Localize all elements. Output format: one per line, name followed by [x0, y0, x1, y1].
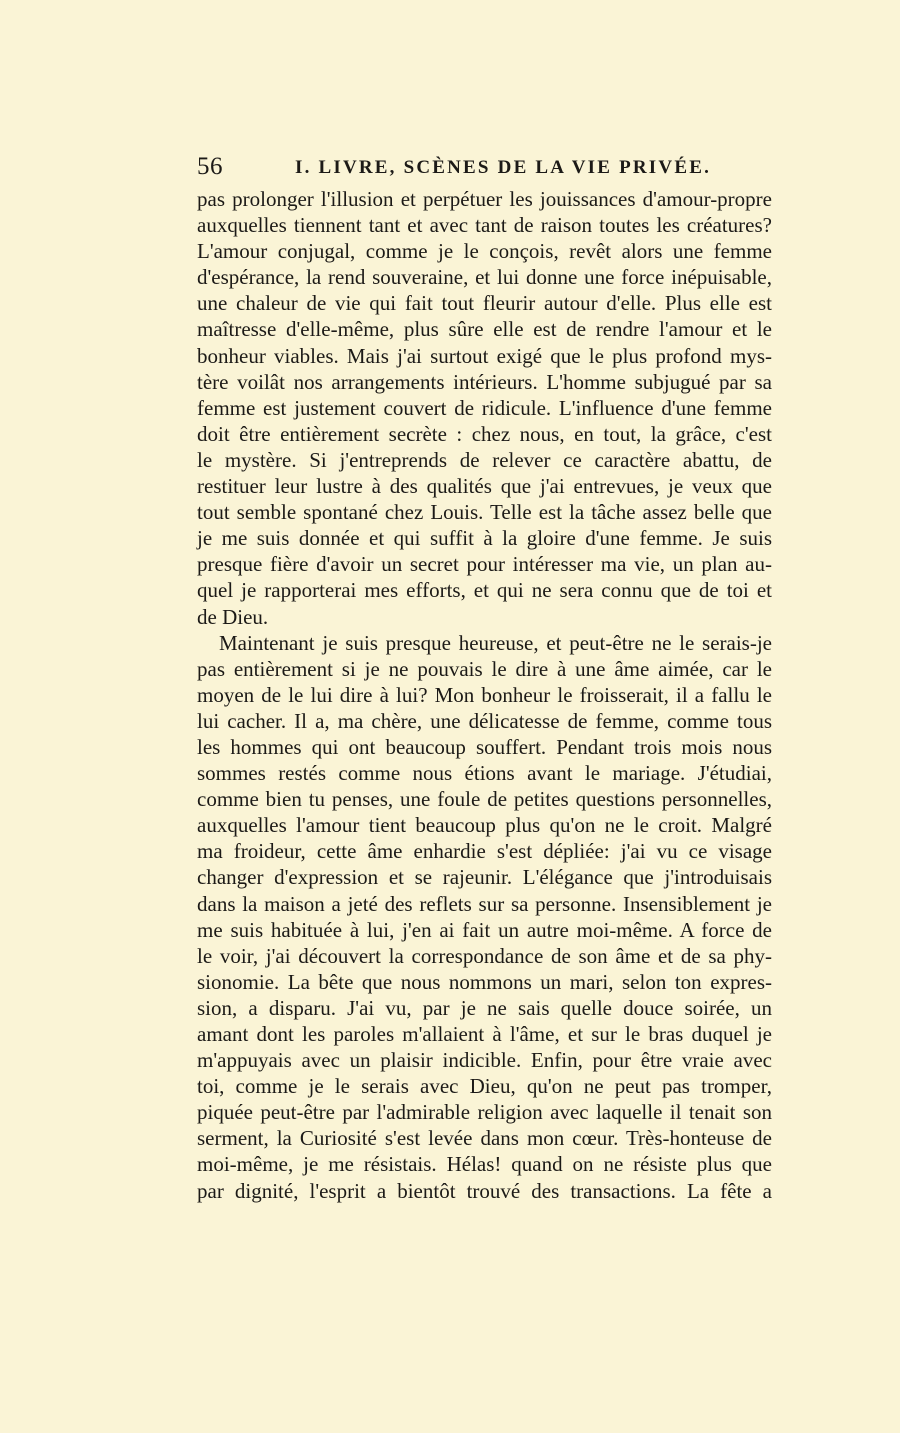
- body-text: [197, 186, 772, 1204]
- text-line: m'appuyais avec un plaisir indicible. Enfin, pour être vraie avec: [197, 1048, 772, 1073]
- paragraph-2: [197, 630, 772, 1204]
- text-line: tère voilât nos arrangements intérieurs. L'homme subjugué par sa: [197, 369, 772, 394]
- text-line: me suis habituée à lui, j'en ai fait un autre moi-même. A force de: [197, 917, 772, 942]
- text-line: restituer leur lustre à des qualités que j'ai entrevues, je veux que: [197, 474, 772, 499]
- text-line: doit être entièrement secrète : chez nous, en tout, la grâce, c'est: [197, 421, 772, 446]
- text-line: L'amour conjugal, comme je le conçois, revêt alors une femme: [197, 239, 772, 264]
- text-line: piquée peut-être par l'admirable religion avec laquelle il tenait son: [197, 1100, 772, 1125]
- text-line: lui cacher. Il a, ma chère, une délicatesse de femme, comme tous: [197, 708, 772, 733]
- text-line: sommes restés comme nous étions avant le mariage. J'étudiai,: [197, 761, 772, 786]
- text-line: bonheur viables. Mais j'ai surtout exigé que le plus profond mys-: [197, 343, 772, 368]
- page-number: 56: [197, 153, 223, 180]
- text-line: toi, comme je le serais avec Dieu, qu'on ne peut pas tromper,: [197, 1074, 772, 1099]
- text-line: changer d'expression et se rajeunir. L'élégance que j'introduisais: [197, 865, 772, 890]
- text-line: amant dont les paroles m'allaient à l'âme, et sur le bras duquel je: [197, 1022, 772, 1046]
- text-line: par dignité, l'esprit a bientôt trouvé des transactions. La fête a: [197, 1178, 772, 1203]
- text-line: dans la maison a jeté des reflets sur sa personne. Insensiblement je: [197, 891, 772, 916]
- text-line: serment, la Curiosité s'est levée dans mon cœur. Très-honteuse de: [197, 1126, 772, 1151]
- text-line: sion, a disparu. J'ai vu, par je ne sais quelle douce soirée, un: [197, 995, 772, 1020]
- running-title: I. LIVRE, SCÈNES DE LA VIE PRIVÉE.: [295, 157, 712, 178]
- text-line: d'espérance, la rend souveraine, et lui donne une force inépuisable,: [197, 265, 772, 290]
- text-line: pas entièrement si je ne pouvais le dire à une âme aimée, car le: [197, 656, 772, 681]
- page-header: [197, 153, 772, 183]
- paragraph-1: [197, 186, 772, 630]
- text-line: quel je rapporterai mes efforts, et qui ne sera connu que de toi et: [197, 578, 772, 603]
- text-line: une chaleur de vie qui fait tout fleurir autour d'elle. Plus elle est: [197, 291, 772, 316]
- text-line: les hommes qui ont beaucoup souffert. Pendant trois mois nous: [197, 734, 772, 759]
- text-line: ma froideur, cette âme enhardie s'est dépliée: j'ai vu ce visage: [197, 839, 772, 864]
- text-line: le voir, j'ai découvert la correspondance de son âme et de sa phy-: [197, 943, 772, 968]
- text-line: moyen de le lui dire à lui? Mon bonheur le froisserait, il a fallu le: [197, 682, 772, 707]
- text-line: presque fière d'avoir un secret pour intéresser ma vie, un plan au-: [197, 552, 772, 577]
- text-line: comme bien tu penses, une foule de petites questions personnelles,: [197, 787, 772, 812]
- text-line: je me suis donnée et qui suffit à la gloire d'une femme. Je suis: [197, 526, 772, 551]
- text-line: moi-même, je me résistais. Hélas! quand on ne résiste plus que: [197, 1152, 772, 1177]
- text-line: sionomie. La bête que nous nommons un mari, selon ton expres-: [197, 969, 772, 994]
- text-line: Maintenant je suis presque heureuse, et peut-être ne le serais-je: [219, 630, 772, 655]
- text-line: auxquelles l'amour tient beaucoup plus qu'on ne le croit. Malgré: [197, 813, 772, 838]
- text-line: maîtresse d'elle-même, plus sûre elle est de rendre l'amour et le: [197, 317, 772, 342]
- text-line: de Dieu.: [197, 604, 269, 629]
- text-line: auxquelles tiennent tant et avec tant de raison toutes les créatures?: [197, 213, 772, 238]
- text-line: tout semble spontané chez Louis. Telle est la tâche assez belle que: [197, 500, 772, 525]
- text-line: pas prolonger l'illusion et perpétuer les jouissances d'amour-propre: [197, 187, 772, 211]
- text-line: le mystère. Si j'entreprends de relever ce caractère abattu, de: [197, 447, 772, 472]
- text-line: femme est justement couvert de ridicule. L'influence d'une femme: [197, 395, 772, 420]
